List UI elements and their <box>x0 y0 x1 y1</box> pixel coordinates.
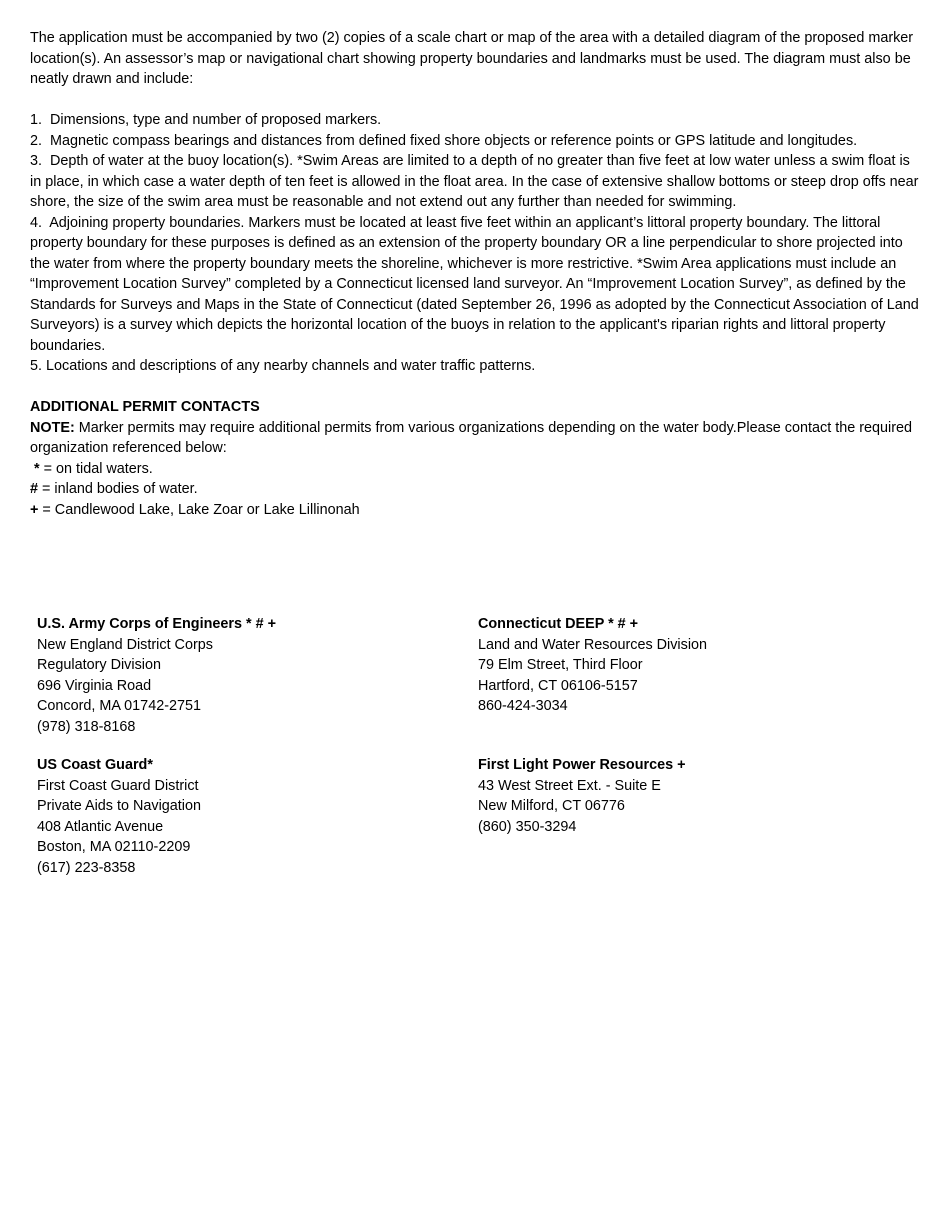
contact-address: 696 Virginia Road <box>37 677 152 694</box>
requirement-item: 3. Depth of water at the buoy location(s). *Swim Areas are limited to a depth of no greater than five feet at low water unless a swim float is in place, in which case a water depth of ten feet is allowed in the float area. In the case of extensive shallow bottoms or steep drop offs near shore, the size of the swim area must be reasonable and not extend out any further than needed for swimming. <box>30 153 919 210</box>
legend-symbol: * <box>34 460 40 477</box>
legend-item-inland <box>30 479 920 500</box>
legend-text: = inland bodies of water. <box>38 481 198 497</box>
legend-symbol: # <box>30 481 39 497</box>
contact-line: Land and Water Resources Division <box>478 636 708 653</box>
contact-name: US Coast Guard* <box>37 757 153 773</box>
contact-phone: (860) 350-3294 <box>478 818 577 835</box>
contact-city: New Milford, CT 06776 <box>478 798 625 814</box>
contact-phone: (617) 223-8358 <box>37 859 136 876</box>
contact-name: First Light Power Resources + <box>478 757 686 773</box>
requirement-item: 1. Dimensions, type and number of proposed markers. <box>30 112 382 128</box>
section-title: ADDITIONAL PERMIT CONTACTS <box>30 399 260 415</box>
contact-army-corps <box>37 614 457 737</box>
legend-text: = on tidal waters. <box>39 460 153 477</box>
requirement-item: 5. Locations and descriptions of any nearby channels and water traffic patterns. <box>30 358 536 374</box>
contact-phone: 860-424-3034 <box>478 698 568 714</box>
contact-line: First Coast Guard District <box>37 777 199 794</box>
legend-item-lakes <box>30 500 920 521</box>
contact-city: Hartford, CT 06106-5157 <box>478 677 638 694</box>
note-text: Marker permits may require additional permits from various organizations depending on the water body.Please contact the required organization referenced below: <box>30 419 913 456</box>
requirement-item: 4. Adjoining property boundaries. Markers must be located at least five feet within an applicant’s littoral property boundary. The littoral property boundary for these purposes is defined as an extension of the property boundary OR a line perpendicular to shore projected into the water from where the property boundary meets the shoreline, whichever is more restrictive. *Swim Area applications must include an “Improvement Location Survey” completed by a Connecticut licensed land surveyor. An “Improvement Location Survey”, as defined by the Standards for Surveys and Maps in the State of Connecticut (dated September 26, 1996 as adopted by the Connecticut Association of Land Surveyors) is a survey which depicts the horizontal location of the buoys in relation to the applicant's riparian rights and littoral property boundaries. <box>30 214 919 354</box>
requirements-list <box>30 110 920 377</box>
contact-line: Regulatory Division <box>37 657 161 673</box>
contact-coast-guard <box>37 755 457 878</box>
contact-city: Concord, MA 01742-2751 <box>37 698 202 714</box>
requirement-item: 2. Magnetic compass bearings and distances from defined fixed shore objects or reference points or GPS latitude and longitudes. <box>30 132 858 149</box>
intro-paragraph: The application must be accompanied by two (2) copies of a scale chart or map of the area with a detailed diagram of the proposed marker location(s). An assessor’s map or navigational chart showing property boundaries and landmarks must be used. The diagram must also be neatly drawn and include: <box>30 30 914 87</box>
contact-address: 79 Elm Street, Third Floor <box>478 657 643 673</box>
legend-symbol: + <box>30 501 39 518</box>
contact-first-light <box>478 755 898 837</box>
note-label: NOTE: <box>30 419 75 436</box>
contact-address: 408 Atlantic Avenue <box>37 818 164 835</box>
contact-ct-deep <box>478 614 898 717</box>
legend-item-tidal <box>30 459 920 480</box>
document-page <box>30 28 920 520</box>
contact-city: Boston, MA 02110-2209 <box>37 839 191 855</box>
contact-name: U.S. Army Corps of Engineers * # + <box>37 616 276 632</box>
contact-name: Connecticut DEEP * # + <box>478 616 639 632</box>
note-paragraph <box>30 418 920 459</box>
contact-address: 43 West Street Ext. - Suite E <box>478 777 661 794</box>
contact-line: New England District Corps <box>37 636 213 653</box>
contact-phone: (978) 318-8168 <box>37 718 136 735</box>
contact-line: Private Aids to Navigation <box>37 798 201 814</box>
legend-text: = Candlewood Lake, Lake Zoar or Lake Lillinonah <box>38 501 360 518</box>
